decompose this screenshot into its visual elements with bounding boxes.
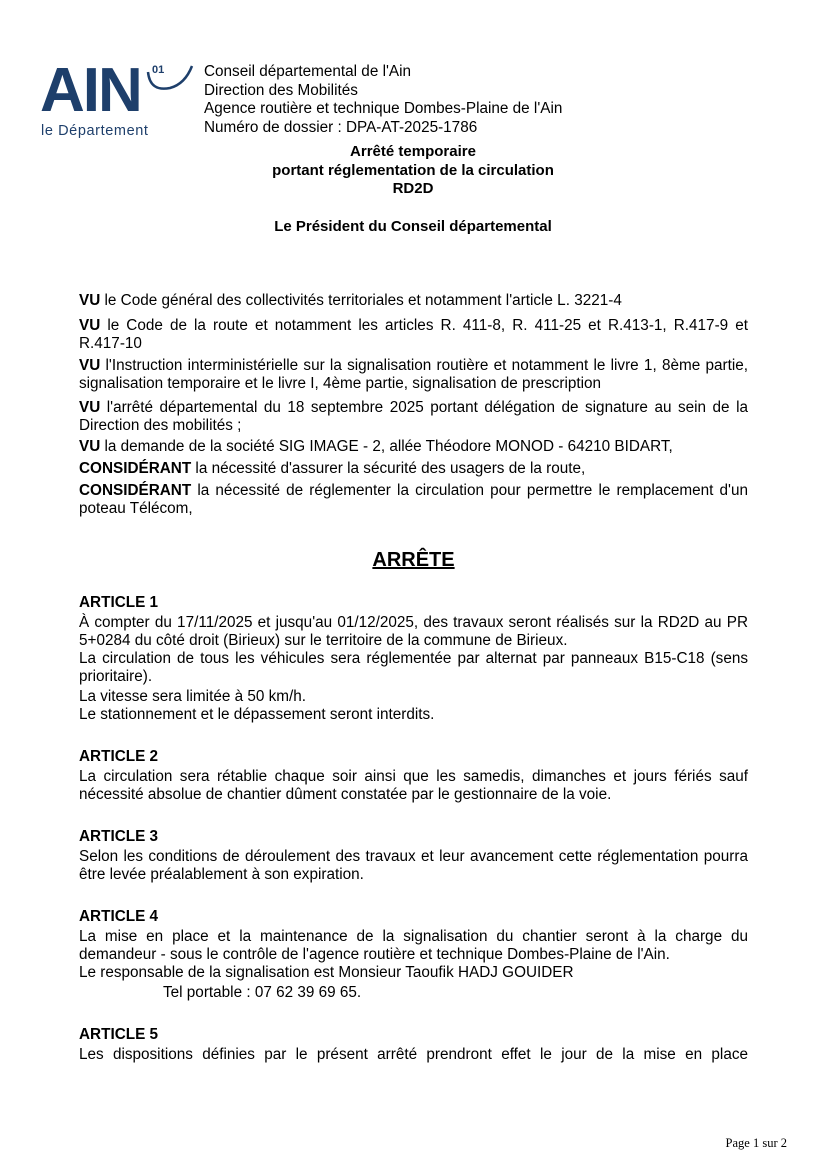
- president-heading: Le Président du Conseil départemental: [274, 218, 552, 235]
- visa-prefix: VU: [79, 317, 101, 334]
- visa-item: [79, 357, 748, 393]
- logo-wordmark: AIN: [40, 60, 141, 122]
- visa-text: l'arrêté départemental du 18 septembre 2025 portant délégation de signature au sein de la Direction des mobilités ;: [79, 399, 748, 434]
- article-paragraph: La vitesse sera limitée à 50 km/h.: [79, 688, 307, 705]
- arrete-heading: ARRÊTE: [372, 549, 455, 571]
- article-paragraph: Le stationnement et le dépassement seront interdits.: [79, 706, 435, 723]
- visa-item: [79, 317, 748, 353]
- article-paragraph: Le responsable de la signalisation est Monsieur Taoufik HADJ GOUIDER: [79, 964, 574, 981]
- header-line: Agence routière et technique Dombes-Plaine de l'Ain: [204, 100, 563, 118]
- article-paragraph: La circulation de tous les véhicules sera réglementée par alternat par panneaux B15-C18 (sens prioritaire).: [79, 650, 748, 685]
- article-title: ARTICLE 3: [79, 828, 159, 845]
- title-line: RD2D: [392, 180, 434, 197]
- document-title: [200, 143, 626, 199]
- document-body: [79, 292, 748, 1064]
- logo-arc-icon: [140, 62, 195, 102]
- phone-line: Tel portable : 07 62 39 69 65.: [163, 984, 362, 1001]
- article-title: ARTICLE 4: [79, 908, 159, 925]
- visa-prefix: VU: [79, 357, 101, 374]
- considerant-text: la nécessité de réglementer la circulation pour permettre le remplacement d'un poteau Télécom,: [79, 482, 748, 517]
- article-paragraph: Les dispositions définies par le présent arrêté prendront effet le jour de la mise en place: [79, 1046, 748, 1063]
- considerant-prefix: CONSIDÉRANT: [79, 460, 192, 477]
- visa-text: le Code de la route et notamment les articles R. 411-8, R. 411-25 et R.413-1, R.417-9 et R.417-10: [79, 317, 748, 352]
- title-line: Arrêté temporaire: [350, 143, 476, 160]
- considerant-item: [79, 460, 748, 478]
- visa-prefix: VU: [79, 292, 101, 309]
- article-paragraph: La circulation sera rétablie chaque soir ainsi que les samedis, dimanches et jours fériés sauf nécessité absolue de chantier dûment constatée par le gestionnaire de la voie.: [79, 768, 748, 803]
- article-paragraph: À compter du 17/11/2025 et jusqu'au 01/12/2025, des travaux seront réalisés sur la RD2D au PR 5+0284 du côté droit (Birieux) sur le territoire de la commune de Birieux.: [79, 614, 748, 649]
- visa-item: [79, 399, 748, 435]
- visa-item: [79, 292, 748, 310]
- page-number: Page 1 sur 2: [725, 1136, 787, 1150]
- title-line: portant réglementation de la circulation: [272, 161, 554, 179]
- article-4: [79, 908, 748, 1002]
- visa-prefix: VU: [79, 438, 101, 455]
- article-1: [79, 594, 748, 724]
- header-line: Conseil départemental de l'Ain: [204, 63, 412, 80]
- article-paragraph: La mise en place et la maintenance de la signalisation du chantier seront à la charge du demandeur - sous le contrôle de l'agence routière et technique Dombes-Plaine de l'Ain.: [79, 928, 748, 963]
- article-paragraph: Selon les conditions de déroulement des travaux et leur avancement cette réglementation pourra être levée préalablement à son expiration.: [79, 848, 748, 883]
- header-line: Numéro de dossier : DPA-AT-2025-1786: [204, 119, 478, 137]
- article-3: [79, 828, 748, 884]
- visa-prefix: VU: [79, 399, 101, 416]
- logo-number: 01: [152, 64, 165, 76]
- considerant-item: [79, 482, 748, 518]
- visa-text: l'Instruction interministérielle sur la signalisation routière et notamment le livre 1, 8ème partie, signalisation temporaire et le livre I, 4ème partie, signalisation de prescription: [79, 357, 748, 392]
- logo-subtitle: le Département: [41, 123, 149, 139]
- visa-item: [79, 438, 748, 456]
- article-title: ARTICLE 2: [79, 748, 159, 765]
- header-line: Direction des Mobilités: [204, 81, 358, 99]
- visa-text: la demande de la société SIG IMAGE - 2, allée Théodore MONOD - 64210 BIDART,: [100, 438, 673, 455]
- article-title: ARTICLE 5: [79, 1026, 159, 1043]
- article-title: ARTICLE 1: [79, 594, 159, 611]
- visa-text: le Code général des collectivités territoriales et notamment l'article L. 3221-4: [100, 292, 622, 309]
- considerant-text: la nécessité d'assurer la sécurité des usagers de la route,: [191, 460, 586, 477]
- issuer-header: [204, 63, 562, 138]
- considerant-prefix: CONSIDÉRANT: [79, 482, 192, 499]
- article-5: [79, 1026, 748, 1064]
- article-2: [79, 748, 748, 804]
